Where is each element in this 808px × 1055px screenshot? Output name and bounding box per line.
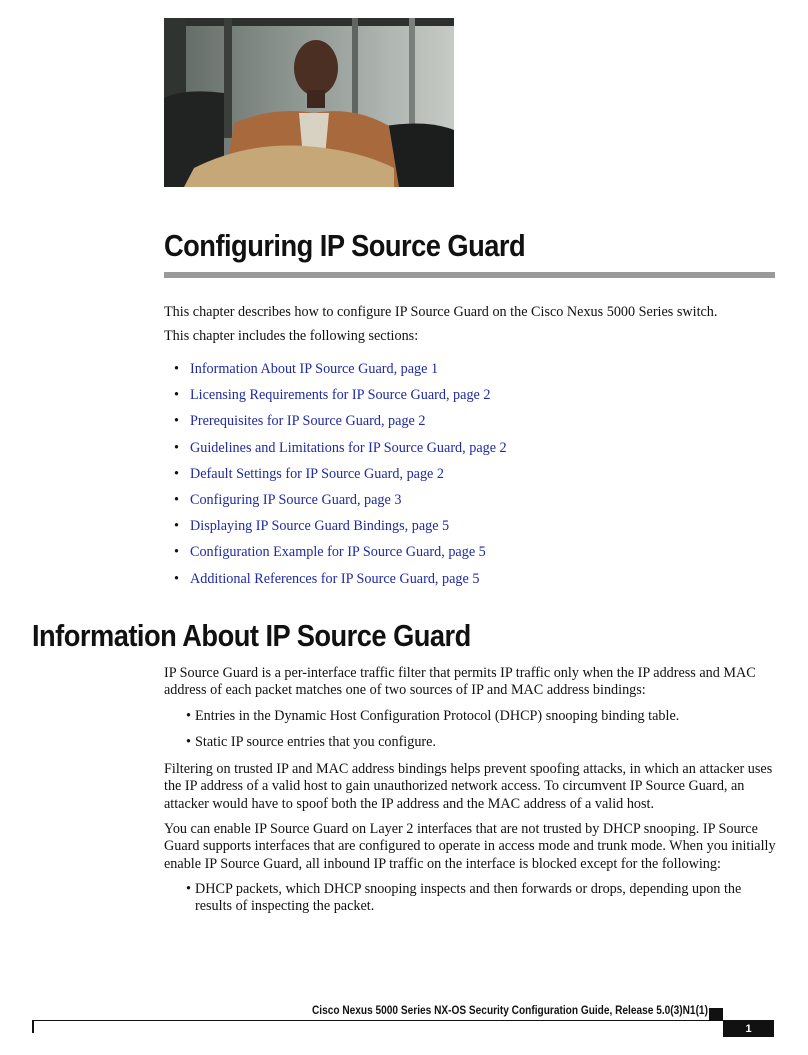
page-number: 1 (723, 1021, 774, 1037)
bullet-icon: • (174, 544, 179, 561)
toc-link[interactable]: Guidelines and Limitations for IP Source Guard, page 2 (190, 439, 507, 456)
body-paragraph: Filtering on trusted IP and MAC address bindings helps prevent spoofing attacks, in which an attacker uses the IP address of a valid host to gain unauthorized network access. To circumvent IP Source Guard, an attacker would have to spoof both the IP address and the MAC address of a valid host. (164, 761, 773, 812)
toc-link[interactable]: Default Settings for IP Source Guard, page 2 (190, 465, 444, 482)
intro-paragraph: This chapter describes how to configure IP Source Guard on the Cisco Nexus 5000 Series switch. (164, 304, 718, 320)
section-body (164, 665, 776, 926)
chapter-intro (164, 303, 784, 351)
body-paragraph: IP Source Guard is a per-interface traffic filter that permits IP traffic only when the IP address and MAC address of each packet matches one of two sources of IP and MAC address bindings: (164, 665, 756, 699)
bullet-icon: • (174, 518, 179, 535)
bullet-icon: • (174, 491, 179, 508)
bullet-icon: • (174, 413, 179, 430)
toc-item (174, 412, 507, 438)
toc-link[interactable]: Additional References for IP Source Guard, page 5 (190, 570, 480, 587)
footer-rule (32, 1020, 774, 1021)
list-item-text: Entries in the Dynamic Host Configuration Protocol (DHCP) snooping binding table. (195, 707, 680, 724)
list-item (164, 708, 776, 725)
bullet-icon: • (174, 570, 179, 587)
toc-link[interactable]: Prerequisites for IP Source Guard, page 2 (190, 413, 426, 430)
list-item-text: DHCP packets, which DHCP snooping inspects and then forwards or drops, depending upon the results of inspecting the packet. (195, 880, 742, 915)
toc-item (174, 439, 507, 465)
list-item (164, 881, 776, 916)
toc-item (174, 386, 507, 412)
bullet-icon: • (174, 387, 179, 404)
footer-tick (32, 1020, 34, 1033)
bullet-icon: • (186, 880, 191, 897)
toc-link[interactable]: Displaying IP Source Guard Bindings, page 5 (190, 518, 450, 535)
list-item (164, 734, 776, 751)
bullet-icon: • (186, 733, 191, 750)
toc-link[interactable]: Licensing Requirements for IP Source Guard, page 2 (190, 387, 491, 404)
bullet-icon: • (174, 361, 179, 377)
toc-item (174, 360, 507, 386)
bullet-list (164, 881, 776, 916)
chapter-title: Configuring IP Source Guard (164, 228, 526, 263)
bullet-icon: • (174, 439, 179, 456)
footer-marker (709, 1008, 723, 1020)
chapter-header-photo (164, 18, 454, 187)
toc-item (174, 570, 507, 596)
bullet-icon: • (186, 707, 191, 724)
toc-link[interactable]: Information About IP Source Guard, page 1 (190, 361, 439, 377)
list-item-text: Static IP source entries that you configure. (195, 733, 436, 750)
toc-link[interactable]: Configuring IP Source Guard, page 3 (190, 491, 402, 508)
body-paragraph: You can enable IP Source Guard on Layer 2 interfaces that are not trusted by DHCP snooping. IP Source Guard supports interfaces that are configured to operate in access mode and trunk mode. When you initially enable IP Source Guard, all inbound IP traffic on the interface is blocked except for the following: (164, 821, 776, 872)
toc-item (174, 517, 507, 543)
title-rule (164, 272, 775, 278)
intro-paragraph: This chapter includes the following sections: (164, 328, 419, 344)
toc-item (174, 543, 507, 569)
bullet-icon: • (174, 465, 179, 482)
footer-guide-title: Cisco Nexus 5000 Series NX-OS Security Configuration Guide, Release 5.0(3)N1(1) (312, 1005, 708, 1017)
section-title: Information About IP Source Guard (32, 618, 471, 653)
toc-link[interactable]: Configuration Example for IP Source Guard, page 5 (190, 544, 486, 561)
section-toc (174, 360, 507, 596)
toc-item (174, 491, 507, 517)
toc-item (174, 465, 507, 491)
bullet-list (164, 708, 776, 752)
